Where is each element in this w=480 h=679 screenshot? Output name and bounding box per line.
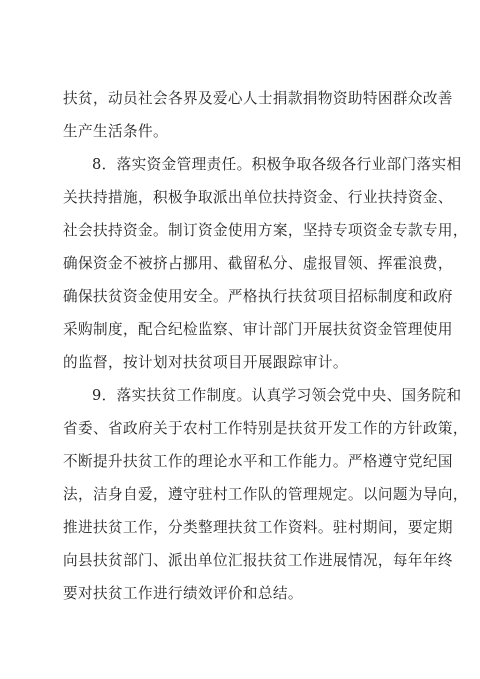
body-line: 扶贫，动员社会各界及爱心人士捐款捐物资助特困群众改善 [63,90,453,107]
paragraph-9-start: 9．落实扶贫工作制度。认真学习领会党中央、国务院和 [92,387,462,404]
body-line: 要对扶贫工作进行绩效评价和总结。 [63,585,303,602]
body-line: 推进扶贫工作，分类整理扶贫工作资料。驻村期间，要定期 [63,519,453,536]
body-line: 确保资金不被挤占挪用、截留私分、虚报冒领、挥霍浪费， [63,255,453,272]
body-line: 不断提升扶贫工作的理论水平和工作能力。严格遵守党纪国 [63,453,453,470]
body-line: 向县扶贫部门、派出单位汇报扶贫工作进展情况，每年年终 [63,552,453,569]
body-line: 省委、省政府关于农村工作特别是扶贫开发工作的方针政策， [63,420,468,437]
paragraph-8-start: 8．落实资金管理责任。积极争取各级各行业部门落实相 [92,156,462,173]
body-line: 采购制度，配合纪检监察、审计部门开展扶贫资金管理使用 [63,321,453,338]
body-line: 社会扶持资金。制订资金使用方案，坚持专项资金专款专用， [63,222,468,239]
body-line: 的监督，按计划对扶贫项目开展跟踪审计。 [63,354,348,371]
body-line: 关扶持措施，积极争取派出单位扶持资金、行业扶持资金、 [63,189,453,206]
body-line: 确保扶贫资金使用安全。严格执行扶贫项目招标制度和政府 [63,288,453,305]
body-line: 生产生活条件。 [63,123,168,140]
body-line: 法，洁身自爱，遵守驻村工作队的管理规定。以问题为导向， [63,486,468,503]
